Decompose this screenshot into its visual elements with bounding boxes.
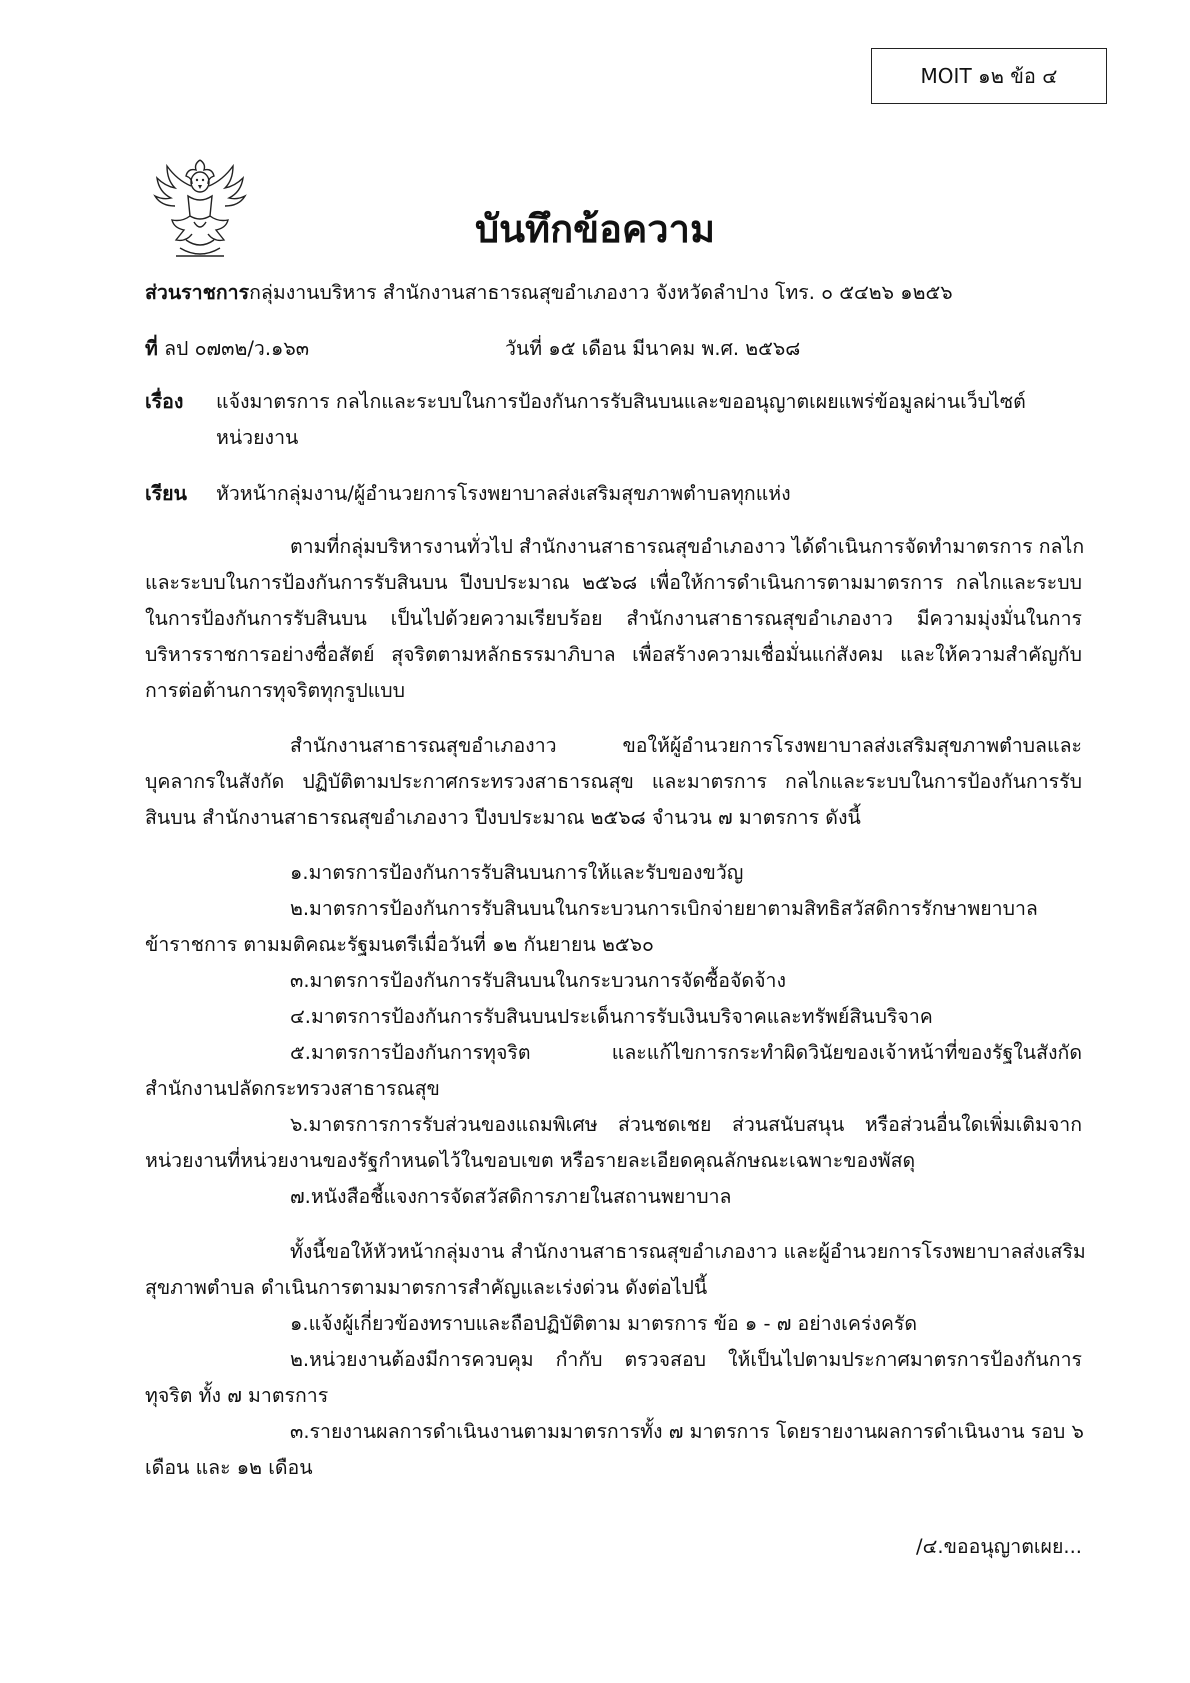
to-label: เรียน (145, 482, 187, 505)
form-code-box (871, 48, 1107, 104)
reference-number: ลป ๐๗๓๒/ว.๑๖๓ (164, 337, 310, 360)
action-item: ๒.หน่วยงานต้องมีการควบคุม กำกับ ตรวจสอบ ให้เป็นไปตามประกาศมาตรการป้องกันการ (290, 1348, 1082, 1371)
paragraph-3-line: สุขภาพตำบล ดำเนินการตามมาตรการสำคัญและเร่งด่วน ดังต่อไปนี้ (145, 1276, 708, 1299)
form-code: MOIT ๑๒ ข้อ ๔ (920, 64, 1058, 88)
action-item-cont: ทุจริต ทั้ง ๗ มาตรการ (145, 1384, 329, 1407)
action-item-cont: เดือน และ ๑๒ เดือน (145, 1456, 313, 1479)
measure-item: ๕.มาตรการป้องกันการทุจริต และแก้ไขการกระทำผิดวินัยของเจ้าหน้าที่ของรัฐในสังกัด (290, 1041, 1082, 1064)
paragraph-2-line: บุคลากรในสังกัด ปฏิบัติตามประกาศกระทรวงสาธารณสุข และมาตรการ กลไกและระบบในการป้องกันการรับ (145, 770, 1082, 793)
measure-item: ๗.หนังสือชี้แจงการจัดสวัสดิการภายในสถานพยาบาล (290, 1185, 732, 1208)
paragraph-1-line: การต่อต้านการทุจริตทุกรูปแบบ (145, 679, 406, 702)
reference-label: ที่ (145, 337, 158, 360)
measure-item-cont: หน่วยงานที่หน่วยงานของรัฐกำหนดไว้ในขอบเขต หรือรายละเอียดคุณลักษณะเฉพาะของพัสดุ (145, 1149, 916, 1172)
continuation-note: /๔.ขออนุญาตเผย... (916, 1535, 1082, 1558)
subject-line-2: หน่วยงาน (216, 426, 299, 449)
measure-item: ๓.มาตรการป้องกันการรับสินบนในกระบวนการจัดซื้อจัดจ้าง (290, 969, 786, 992)
reference-line (145, 339, 309, 359)
measure-item: ๑.มาตรการป้องกันการรับสินบนการให้และรับของขวัญ (290, 861, 744, 884)
to-value: หัวหน้ากลุ่มงาน/ผู้อำนวยการโรงพยาบาลส่งเสริมสุขภาพตำบลทุกแห่ง (216, 482, 791, 505)
measure-item: ๒.มาตรการป้องกันการรับสินบนในกระบวนการเบิกจ่ายยาตามสิทธิสวัสดิการรักษาพยาบาล (290, 897, 1038, 920)
paragraph-1-line: และระบบในการป้องกันการรับสินบน ปีงบประมาณ ๒๕๖๘ เพื่อให้การดำเนินการตามมาตรการ กลไกและระบบ (145, 571, 1082, 594)
measure-item-cont: สำนักงานปลัดกระทรวงสาธารณสุข (145, 1077, 440, 1100)
department-label: ส่วนราชการ (145, 281, 250, 304)
paragraph-3-line: ทั้งนี้ขอให้หัวหน้ากลุ่มงาน สำนักงานสาธารณสุขอำเภองาว และผู้อำนวยการโรงพยาบาลส่งเสริม (290, 1240, 1086, 1263)
subject-label: เรื่อง (145, 390, 184, 413)
department-line (145, 283, 953, 303)
subject-line-1: แจ้งมาตรการ กลไกและระบบในการป้องกันการรับสินบนและขออนุญาตเผยแพร่ข้อมูลผ่านเว็บไซต์ (216, 390, 1026, 413)
measure-item: ๔.มาตรการป้องกันการรับสินบนประเด็นการรับเงินบริจาคและทรัพย์สินบริจาค (290, 1005, 933, 1028)
measure-item-cont: ข้าราชการ ตามมติคณะรัฐมนตรีเมื่อวันที่ ๑๒ กันยายน ๒๕๖๐ (145, 933, 654, 956)
memo-title: บันทึกข้อความ (474, 207, 716, 251)
paragraph-1-line: ในการป้องกันการรับสินบน เป็นไปด้วยความเรียบร้อย สำนักงานสาธารณสุขอำเภองาว มีความมุ่งมั่นในการ (145, 607, 1082, 630)
paragraph-2-line: สินบน สำนักงานสาธารณสุขอำเภองาว ปีงบประมาณ ๒๕๖๘ จำนวน ๗ มาตรการ ดังนี้ (145, 806, 861, 829)
measure-item: ๖.มาตรการการรับส่วนของแถมพิเศษ ส่วนชดเชย ส่วนสนับสนุน หรือส่วนอื่นใดเพิ่มเติมจาก (290, 1113, 1082, 1136)
paragraph-1-line: บริหารราชการอย่างซื่อสัตย์ สุจริตตามหลักธรรมาภิบาล เพื่อสร้างความเชื่อมั่นแก่สังคม และให้ความสำคัญกับ (145, 643, 1082, 666)
document-date: วันที่ ๑๕ เดือน มีนาคม พ.ศ. ๒๕๖๘ (505, 337, 801, 360)
paragraph-2-line: สำนักงานสาธารณสุขอำเภองาว ขอให้ผู้อำนวยการโรงพยาบาลส่งเสริมสุขภาพตำบลและ (290, 734, 1082, 757)
action-item: ๓.รายงานผลการดำเนินงานตามมาตรการทั้ง ๗ มาตรการ โดยรายงานผลการดำเนินงาน รอบ ๖ (290, 1420, 1084, 1443)
paragraph-1-line: ตามที่กลุ่มบริหารงานทั่วไป สำนักงานสาธารณสุขอำเภองาว ได้ดำเนินการจัดทำมาตรการ กลไก (290, 535, 1085, 558)
department-value: กลุ่มงานบริหาร สำนักงานสาธารณสุขอำเภองาว จังหวัดลำปาง โทร. ๐ ๕๔๒๖ ๑๒๕๖ (249, 281, 953, 304)
action-item: ๑.แจ้งผู้เกี่ยวข้องทราบและถือปฏิบัติตาม มาตรการ ข้อ ๑ - ๗ อย่างเคร่งครัด (290, 1312, 918, 1335)
